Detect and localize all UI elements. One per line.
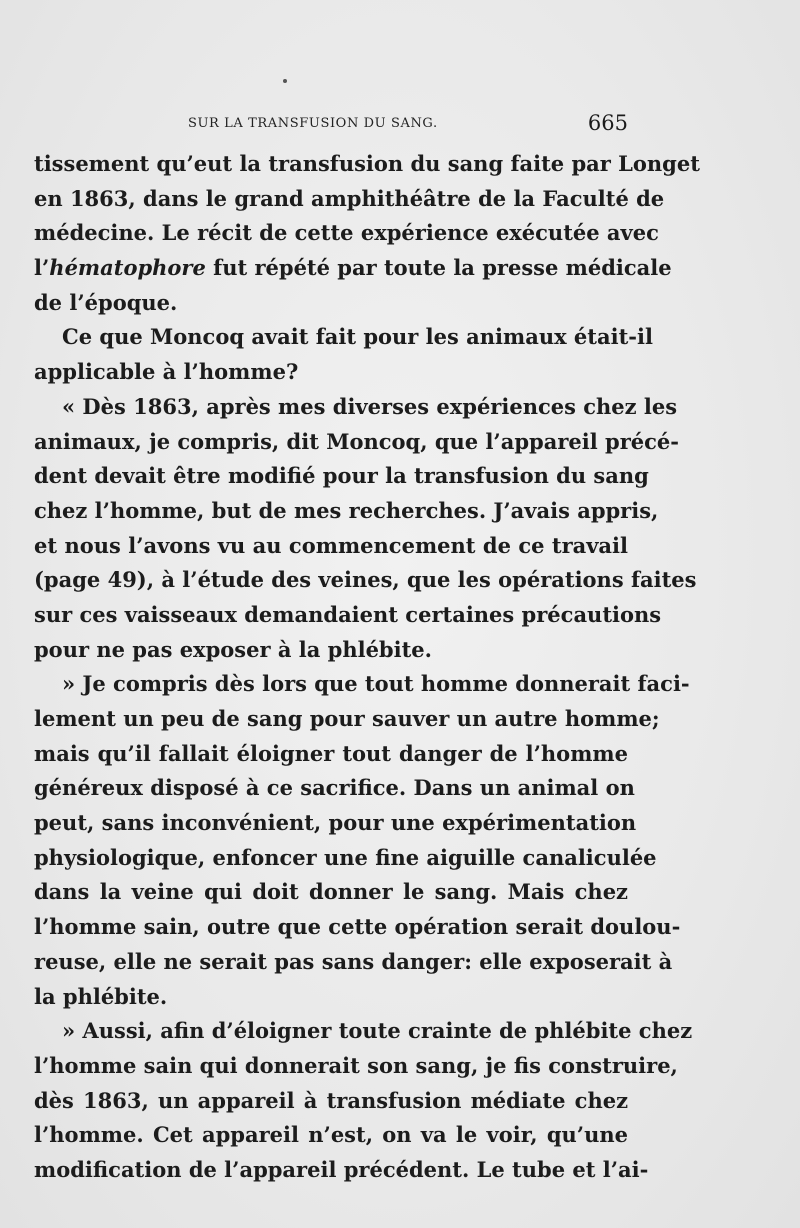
text-line: la phlébite. [34, 983, 168, 1009]
body-text [34, 147, 700, 1188]
text-line [34, 251, 672, 286]
text-line: physiologique, enfoncer une fine aiguille canaliculée [34, 844, 657, 870]
text-line: peut, sans inconvénient, pour une expérimentation [34, 810, 637, 836]
text-line: dès 1863, un appareil à transfusion médiate chez [34, 1087, 628, 1113]
text-line: de l’époque. [34, 289, 178, 315]
text-line: généreux disposé à ce sacrifice. Dans un animal on [34, 775, 635, 801]
text-line: modification de l’appareil précédent. Le tube et l’ai- [34, 1156, 649, 1182]
text-line: « Dès 1863, après mes diverses expériences chez les [62, 393, 678, 419]
page-number: 665 [587, 111, 628, 135]
text-fragment: l’ [34, 255, 50, 281]
text-line: l’homme. Cet appareil n’est, on va le voir, qu’une [34, 1122, 628, 1148]
running-title: SUR LA TRANSFUSION DU SANG. [188, 116, 438, 131]
text-line: dent devait être modifié pour la transfusion du sang [34, 463, 649, 489]
text-fragment: fut répété par toute la presse médicale [205, 255, 672, 281]
text-line: » Je compris dès lors que tout homme donnerait faci- [62, 671, 690, 697]
text-line: animaux, je compris, dit Moncoq, que l’appareil précé- [34, 428, 679, 454]
text-line: reuse, elle ne serait pas sans danger: elle exposerait à [34, 948, 673, 974]
running-header [34, 111, 628, 141]
text-line: Ce que Moncoq avait fait pour les animaux était-il [62, 324, 653, 350]
text-line: l’homme sain qui donnerait son sang, je fis construire, [34, 1052, 678, 1078]
text-line: » Aussi, afin d’éloigner toute crainte de phlébite chez [62, 1018, 693, 1044]
text-line: médecine. Le récit de cette expérience exécutée avec [34, 220, 659, 246]
text-line: chez l’homme, but de mes recherches. J’avais appris, [34, 497, 659, 523]
text-line: dans la veine qui doit donner le sang. Mais chez [34, 879, 628, 905]
text-line: et nous l’avons vu au commencement de ce travail [34, 532, 628, 558]
text-line: mais qu’il fallait éloigner tout danger de l’homme [34, 740, 628, 766]
text-line: l’homme sain, outre que cette opération serait doulou- [34, 914, 681, 940]
text-line: sur ces vaisseaux demandaient certaines précautions [34, 601, 662, 627]
text-line: en 1863, dans le grand amphithéâtre de la Faculté de [34, 185, 665, 211]
text-line: pour ne pas exposer à la phlébite. [34, 636, 432, 662]
text-line: lement un peu de sang pour sauver un autre homme; [34, 706, 660, 731]
text-line: tissement qu’eut la transfusion du sang faite par Longet [34, 151, 700, 176]
italic-term: hématophore [49, 255, 206, 281]
ink-dot [283, 79, 287, 83]
text-line: applicable à l’homme? [34, 359, 299, 385]
text-line: (page 49), à l’étude des veines, que les opérations faites [34, 567, 697, 593]
